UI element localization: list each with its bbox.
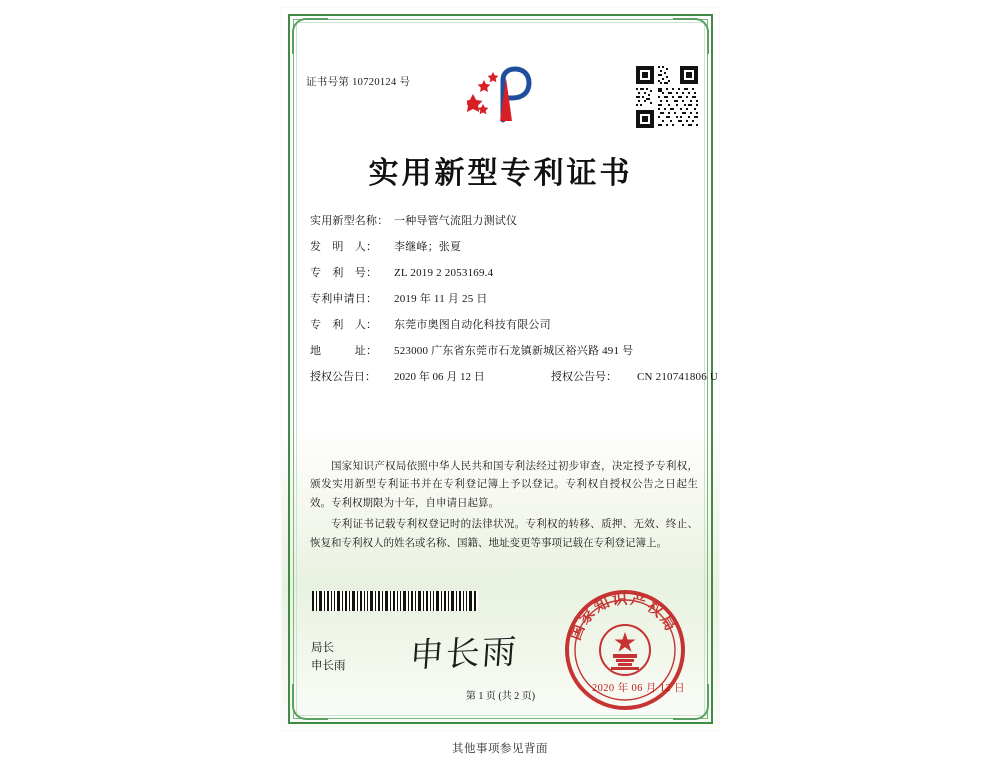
- cnipa-logo-icon: [467, 60, 539, 132]
- certificate-fields: [310, 213, 719, 395]
- field-value-grant-date: 2020 年 06 月 12 日: [394, 371, 485, 383]
- corner-ornament-top-right: [673, 18, 709, 54]
- patent-certificate-sheet: [282, 8, 719, 730]
- field-label-grant-date: 授权公告日：: [310, 371, 376, 383]
- seal-date: 2020 年 06 月 12 日: [591, 683, 685, 694]
- field-value: 一种导管气流阻力测试仪: [394, 215, 518, 227]
- field-value: 523000 广东省东莞市石龙镇新城区裕兴路 491 号: [394, 345, 634, 357]
- field-label: 专 利 人：: [310, 319, 378, 331]
- field-label: 发 明 人：: [310, 241, 378, 253]
- field-value: 李继峰；张夏: [394, 241, 462, 253]
- field-label: 实用新型名称：: [310, 215, 389, 227]
- signature-name-label: 申长雨: [311, 659, 346, 672]
- field-label: 专 利 号：: [310, 267, 378, 279]
- corner-ornament-top-left: [292, 18, 328, 54]
- svg-text:国家知识产权局: 国家知识产权局: [566, 589, 681, 643]
- field-value: 2019 年 11 月 25 日: [394, 293, 488, 305]
- legal-paragraphs: [310, 458, 698, 556]
- field-row-address: [310, 343, 695, 360]
- page-indicator: 第 1 页 (共 2 页): [465, 691, 536, 702]
- field-row-application-date: [310, 291, 695, 308]
- paragraph-grant-statement: 国家知识产权局依照中华人民共和国专利法经过初步审查，决定授予专利权，颁发实用新型专利证书并在专利登记簿上予以登记。专利权自授权公告之日起生效。专利权期限为十年，自申请日起算。: [310, 461, 698, 509]
- signature-role-label: 局长: [311, 642, 334, 654]
- barcode-icon: [312, 591, 478, 611]
- paragraph-register-statement: 专利证书记载专利权登记时的法律状况。专利权的转移、质押、无效、终止、恢复和专利权人的姓名或名称、国籍、地址变更等事项记载在专利登记簿上。: [310, 519, 698, 549]
- field-row-utility-model-name: [310, 213, 695, 230]
- signature-block: [311, 640, 346, 676]
- field-row-patentee: [310, 317, 695, 334]
- field-label: 地 址：: [310, 345, 378, 357]
- field-row-patent-number: [310, 265, 695, 282]
- qr-code-icon: [634, 64, 700, 130]
- field-value-announcement-number: CN 210741806 U: [637, 371, 719, 383]
- page-title: 实用新型专利证书: [368, 156, 633, 191]
- field-row-grant-announcement: [310, 369, 719, 386]
- field-value: 东莞市奥图自动化科技有限公司: [394, 319, 551, 331]
- field-label: 专利申请日：: [310, 293, 378, 305]
- certificate-number: 证书号第 10720124 号: [306, 77, 411, 88]
- footnote-see-back: 其他事项参见背面: [452, 743, 548, 755]
- field-value: ZL 2019 2 2053169.4: [394, 267, 494, 279]
- field-label-announcement-number: 授权公告号：: [551, 371, 617, 383]
- handwritten-signature: 申长雨: [408, 632, 520, 676]
- field-row-inventor: [310, 239, 695, 256]
